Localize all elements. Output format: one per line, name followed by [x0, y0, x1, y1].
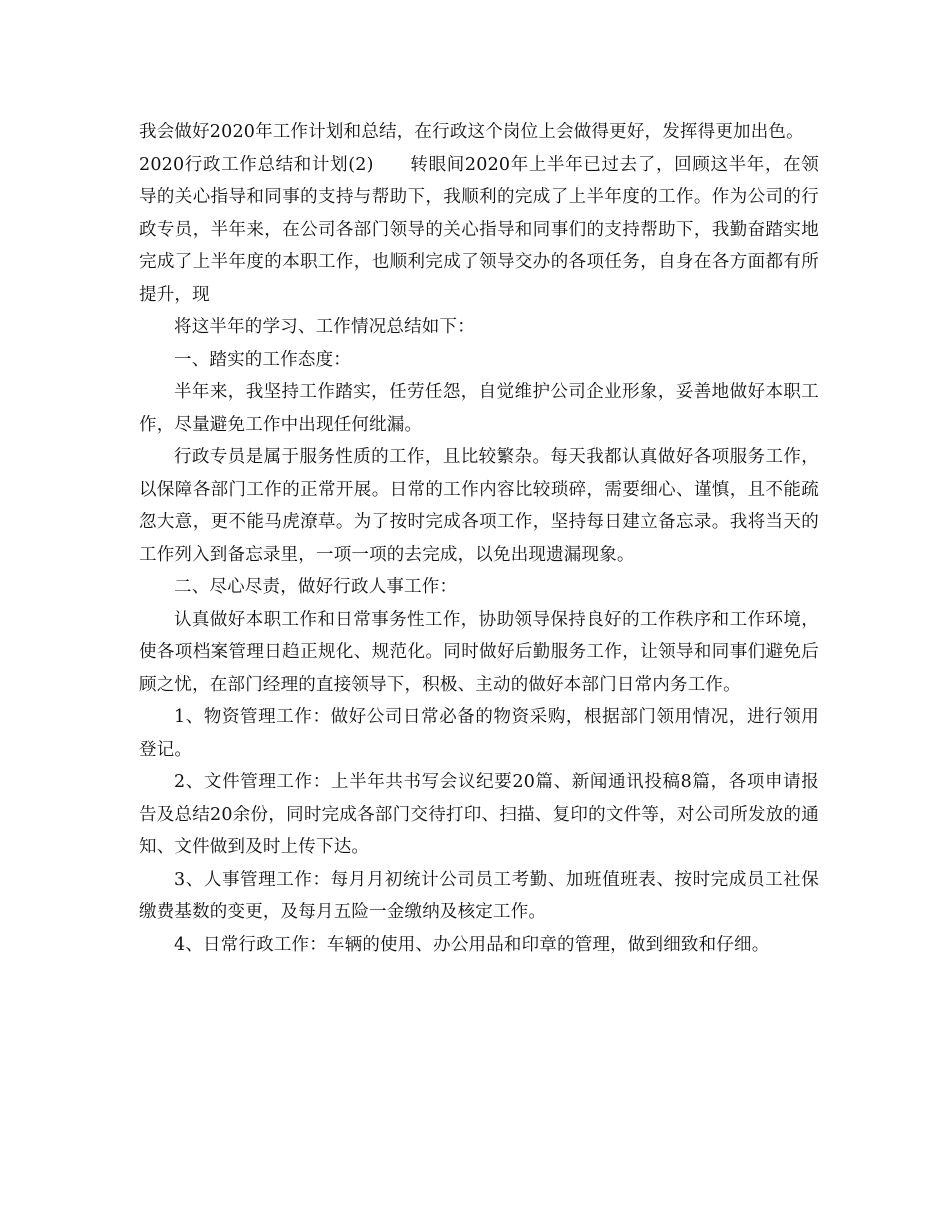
paragraph-8: 认真做好本职工作和日常事务性工作，协助领导保持良好的工作秩序和工作环境，使各项档案管理日趋正规化、规范化。同时做好后勤服务工作，让领导和同事们避免后顾之忧，在部门经理的直接领导下，积极、主动的做好本部门日常内务工作。: [139, 609, 819, 695]
list-item-4: 4、日常行政工作：车辆的使用、办公用品和印章的管理，做到细致和仔细。: [174, 934, 770, 955]
document-body: [139, 116, 819, 961]
paragraph-1: 我会做好2020年工作计划和总结，在行政这个岗位上会做得更好，发挥得更加出色。: [139, 122, 804, 142]
list-item-3: 3、人事管理工作：每月月初统计公司员工考勤、加班值班表、按时完成员工社保缴费基数的变更，及每月五险一金缴纳及核定工作。: [139, 869, 819, 922]
list-item-1: 1、物资管理工作：做好公司日常必备的物资采购，根据部门领用情况，进行领用登记。: [139, 707, 819, 760]
paragraph-6: 行政专员是属于服务性质的工作，且比较繁杂。每天我都认真做好各项服务工作，以保障各部门工作的正常开展。日常的工作内容比较琐碎，需要细心、谨慎，且不能疏忽大意，更不能马虎潦草。为了按时完成各项工作，坚持每日建立备忘录。我将当天的工作列入到备忘录里，一项一项的去完成，以免出现遗漏现象。: [139, 447, 819, 565]
list-item-2: 2、文件管理工作：上半年共书写会议纪要20篇、新闻通讯投稿8篇，各项申请报告及总结20余份，同时完成各部门交待打印、扫描、复印的文件等，对公司所发放的通知、文件做到及时上传下达。: [139, 772, 819, 857]
paragraph-2: 2020行政工作总结和计划(2) 转眼间2020年上半年已过去了，回顾这半年，在领导的关心指导和同事的支持与帮助下，我顺利的完成了上半年度的工作。作为公司的行政专员，半年来，在公司各部门领导的关心指导和同事们的支持帮助下，我勤奋踏实地完成了上半年度的本职工作，也顺利完成了领导交办的各项任务，自身在各方面都有所提升，现: [139, 154, 819, 305]
paragraph-5: 半年来，我坚持工作踏实，任劳任怨，自觉维护公司企业形象，妥善地做好本职工作，尽量避免工作中出现任何纰漏。: [139, 382, 819, 435]
section-heading-2: 二、尽心尽责，做好行政人事工作：: [174, 577, 458, 597]
section-heading-1: 一、踏实的工作态度：: [174, 349, 351, 370]
paragraph-3: 将这半年的学习、工作情况总结如下：: [174, 317, 475, 337]
